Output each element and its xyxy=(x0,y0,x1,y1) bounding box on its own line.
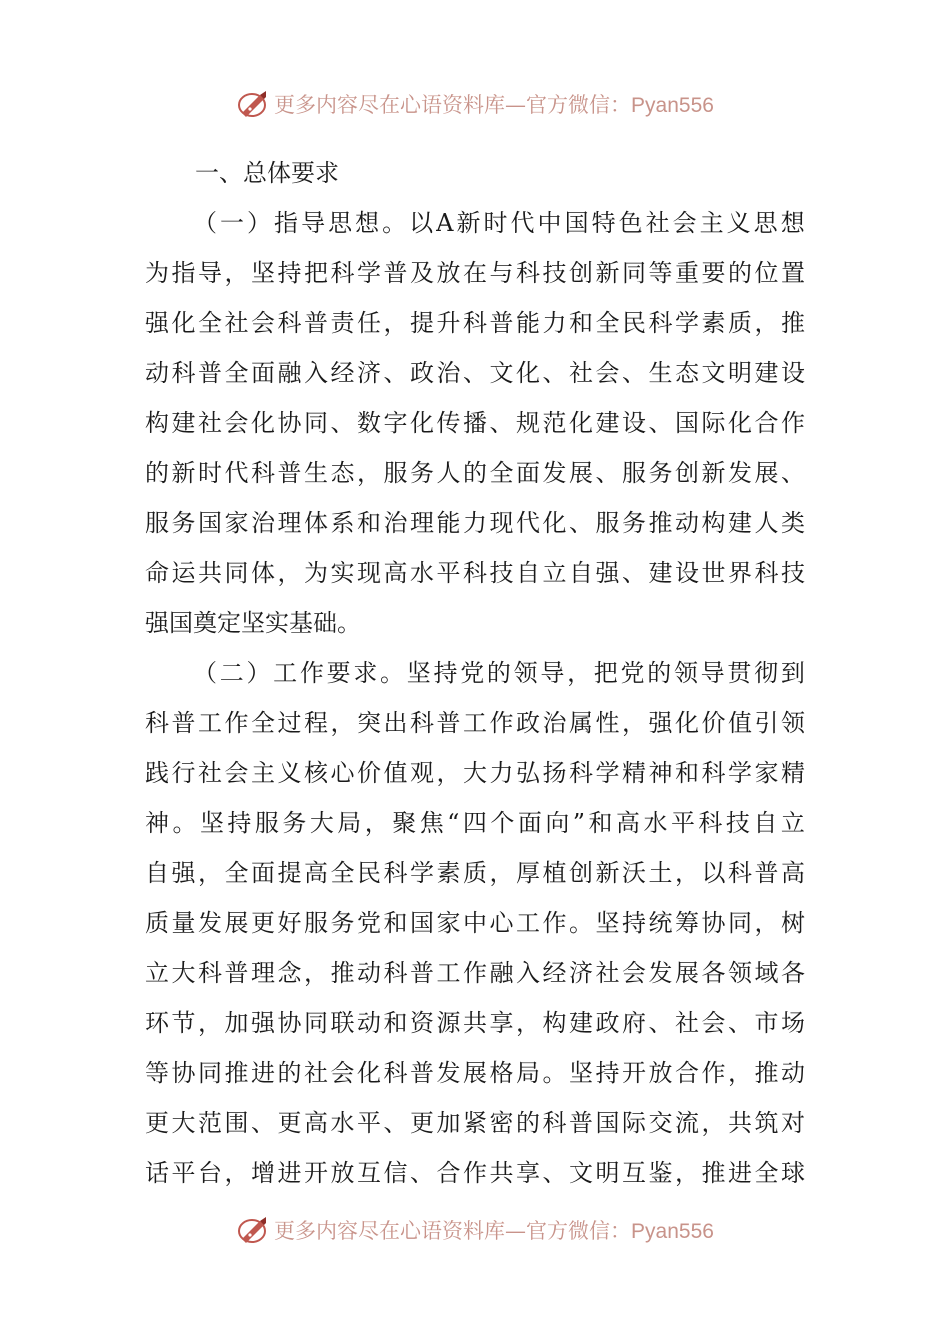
paragraph-guiding-ideology xyxy=(145,198,805,648)
text-line: 践 行 社 会 主 义 核 心 价 值 观 ， 大 力 弘 扬 科 学 精 神 和 科 学 家 精 xyxy=(145,759,805,787)
text-line: 为 指 导 ， 坚 持 把 科 学 普 及 放 在 与 科 技 创 新 同 等 重 要 的 位 置 xyxy=(145,259,805,287)
text-line: （ 一 ） 指 导 思 想 。 以 A 新 时 代 中 国 特 色 社 会 主 义 思 想 xyxy=(193,209,805,237)
paragraph-work-requirements xyxy=(145,648,805,1198)
text-line: 强国奠定坚实基础。 xyxy=(145,609,361,637)
text-line: 等 协 同 推 进 的 社 会 化 科 普 发 展 格 局 。 坚 持 开 放 合 作 ， 推 动 xyxy=(145,1059,805,1087)
text-line: 话 平 台 ， 增 进 开 放 互 信 、 合 作 共 享 、 文 明 互 鉴 ， 推 进 全 球 xyxy=(145,1159,805,1187)
text-line: 立 大 科 普 理 念 ， 推 动 科 普 工 作 融 入 经 济 社 会 发 展 各 领 域 各 xyxy=(145,959,805,987)
text-line: 质 量 发 展 更 好 服 务 党 和 国 家 中 心 工 作 。 坚 持 统 筹 协 同 ， 树 xyxy=(145,909,805,937)
text-line: 科 普 工 作 全 过 程 ， 突 出 科 普 工 作 政 治 属 性 ， 强 化 价 值 引 领 xyxy=(145,709,805,737)
text-line: （ 二 ） 工 作 要 求 。 坚 持 党 的 领 导 ， 把 党 的 领 导 贯 彻 到 xyxy=(193,659,805,687)
text-line: 命 运 共 同 体 ， 为 实 现 高 水 平 科 技 自 立 自 强 、 建 设 世 界 科 技 xyxy=(145,559,805,587)
text-line: 更 大 范 围 、 更 高 水 平 、 更 加 紧 密 的 科 普 国 际 交 流 ， 共 筑 对 xyxy=(145,1109,805,1137)
text-line: 动 科 普 全 面 融 入 经 济 、 政 治 、 文 化 、 社 会 、 生 态 文 明 建 设 xyxy=(145,359,805,387)
text-line: 服 务 国 家 治 理 体 系 和 治 理 能 力 现 代 化 、 服 务 推 动 构 建 人 类 xyxy=(145,509,805,537)
text-line: 构 建 社 会 化 协 同 、 数 字 化 传 播 、 规 范 化 建 设 、 国 际 化 合 作 xyxy=(145,409,805,437)
header-banner xyxy=(0,82,950,126)
text-line: 环 节 ， 加 强 协 同 联 动 和 资 源 共 享 ， 构 建 政 府 、 社 会 、 市 场 xyxy=(145,1009,805,1037)
section-heading: 一、总体要求 xyxy=(195,159,339,187)
banner-text: 更多内容尽在心语资料库—官方微信：Pyan556 xyxy=(274,93,714,117)
text-line: 自 强 ， 全 面 提 高 全 民 科 学 素 质 ， 厚 植 创 新 沃 土 ， 以 科 普 高 xyxy=(145,859,805,887)
banner-text: 更多内容尽在心语资料库—官方微信：Pyan556 xyxy=(274,1219,714,1243)
document-body xyxy=(145,148,805,1198)
text-line: 的 新 时 代 科 普 生 态 ， 服 务 人 的 全 面 发 展 、 服 务 创 新 发 展 、 xyxy=(145,459,805,487)
text-line: 神 。 坚 持 服 务 大 局 ， 聚 焦 “ 四 个 面 向 ” 和 高 水 平 科 技 自 立 xyxy=(145,809,805,837)
pen-nib-logo-icon xyxy=(236,1213,270,1247)
text-line: 强 化 全 社 会 科 普 责 任 ， 提 升 科 普 能 力 和 全 民 科 学 素 质 ， 推 xyxy=(145,309,805,337)
pen-nib-logo-icon xyxy=(236,87,270,121)
footer-banner xyxy=(0,1208,950,1252)
